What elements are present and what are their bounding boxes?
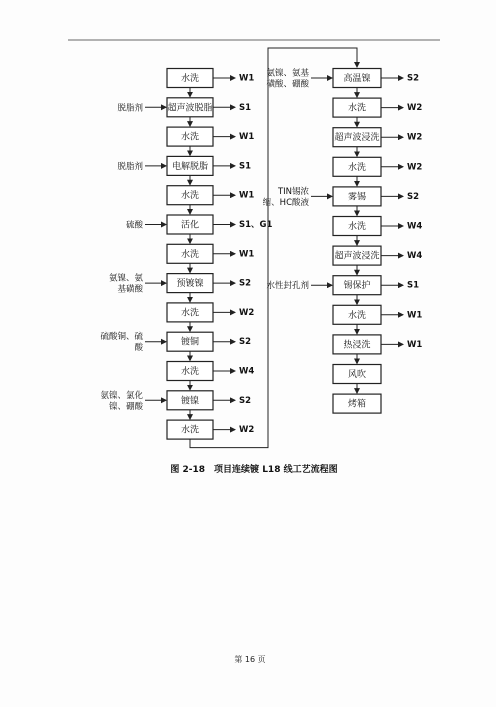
- process-step: [167, 274, 213, 293]
- input-label: 氨镍、氨: [108, 273, 143, 284]
- process-step: [333, 69, 381, 88]
- input-label: 水性封孔剂: [266, 281, 309, 292]
- process-step-label: 镀镍: [180, 396, 200, 407]
- process-step: [167, 391, 213, 410]
- process-step: [167, 98, 213, 117]
- process-step: [333, 365, 381, 384]
- process-step: [167, 186, 213, 205]
- input-label: TIN锡浓: [277, 186, 309, 197]
- process-step: [167, 303, 213, 322]
- process-step-label: 水洗: [347, 222, 367, 232]
- process-step-label: 水洗: [347, 310, 367, 321]
- process-step-label: 雾锡: [347, 192, 367, 203]
- output-label: S1、G1: [239, 220, 273, 230]
- input-label: 硫酸铜、硫: [100, 332, 143, 343]
- input-label: 氨镍、氯化: [100, 390, 143, 401]
- input-label: 脱脂剂: [117, 161, 143, 172]
- output-label: S1: [239, 161, 252, 172]
- process-step: [333, 276, 381, 295]
- output-label: W1: [239, 190, 255, 201]
- output-label: S2: [407, 191, 420, 202]
- input-label: 镍、硼酸: [108, 401, 143, 412]
- process-step-label: 镀铜: [180, 337, 200, 348]
- output-label: W1: [239, 249, 255, 260]
- figure-caption: 图 2-18 项目连续镀 L18 线工艺流程图: [170, 465, 338, 475]
- input-label: 氨镍、氨基: [266, 68, 309, 79]
- left-process-column: [100, 69, 272, 440]
- process-step-label: 水洗: [347, 103, 367, 114]
- input-label: 硫酸: [125, 220, 143, 231]
- process-step: [333, 187, 381, 206]
- output-label: S2: [407, 73, 420, 84]
- output-label: W2: [239, 307, 255, 318]
- process-step-label: 水洗: [180, 367, 200, 377]
- output-label: W2: [407, 132, 423, 143]
- output-label: W4: [407, 251, 423, 262]
- process-step: [333, 128, 381, 147]
- output-label: W2: [239, 425, 255, 436]
- process-step: [333, 157, 381, 176]
- page-number: 第 16 页: [234, 655, 266, 664]
- connector-line: [190, 48, 357, 448]
- output-label: W4: [407, 221, 423, 232]
- process-step-label: 电解脱脂: [171, 161, 209, 172]
- output-label: S2: [239, 278, 252, 289]
- process-step: [167, 420, 213, 439]
- process-step-label: 水洗: [180, 308, 200, 319]
- input-label: 酸: [134, 343, 143, 354]
- output-label: W1: [239, 73, 255, 84]
- process-step: [333, 335, 381, 354]
- process-step: [333, 394, 381, 413]
- column-connector: [190, 48, 357, 448]
- output-label: S2: [239, 337, 252, 348]
- process-step: [167, 244, 213, 263]
- process-step-label: 预镀镍: [176, 279, 204, 290]
- process-step: [333, 246, 381, 265]
- output-label: W1: [407, 310, 423, 321]
- process-step-label: 水洗: [180, 425, 200, 436]
- input-label: 磺酸、硼酸: [266, 79, 309, 90]
- process-step: [167, 69, 213, 88]
- output-label: W2: [407, 103, 423, 114]
- process-step-label: 热浸洗: [343, 340, 371, 351]
- process-step-label: 活化: [180, 220, 200, 231]
- output-label: W1: [407, 339, 423, 350]
- output-label: S1: [239, 102, 252, 113]
- process-step-label: 水洗: [180, 249, 200, 260]
- process-step: [167, 156, 213, 175]
- process-step-label: 水洗: [180, 74, 200, 84]
- output-label: W2: [407, 162, 423, 173]
- input-label: 脱脂剂: [117, 103, 143, 114]
- process-step: [167, 332, 213, 351]
- process-step: [167, 362, 213, 381]
- process-step: [333, 98, 381, 117]
- output-label: S1: [407, 280, 420, 291]
- process-step-label: 锡保护: [343, 281, 371, 292]
- process-step-label: 水洗: [180, 191, 200, 202]
- input-label: 基磺酸: [117, 284, 143, 295]
- process-step: [333, 305, 381, 324]
- process-step-label: 水洗: [180, 132, 200, 143]
- process-step-label: 烤箱: [347, 399, 367, 410]
- output-label: S2: [239, 395, 252, 406]
- output-label: W1: [239, 132, 255, 143]
- process-step: [333, 217, 381, 236]
- output-label: W4: [239, 366, 255, 377]
- process-step-label: 超声波脱脂: [167, 103, 213, 114]
- process-step-label: 高温镍: [343, 74, 371, 84]
- process-step-label: 风吹: [347, 370, 367, 380]
- process-step-label: 超声波浸洗: [334, 251, 380, 262]
- right-process-column: [263, 68, 423, 414]
- process-step: [167, 127, 213, 146]
- process-step: [167, 215, 213, 234]
- process-step-label: 超声波浸洗: [334, 133, 380, 144]
- process-step-label: 水洗: [347, 162, 367, 173]
- input-label: 缩、HC酸液: [262, 197, 309, 208]
